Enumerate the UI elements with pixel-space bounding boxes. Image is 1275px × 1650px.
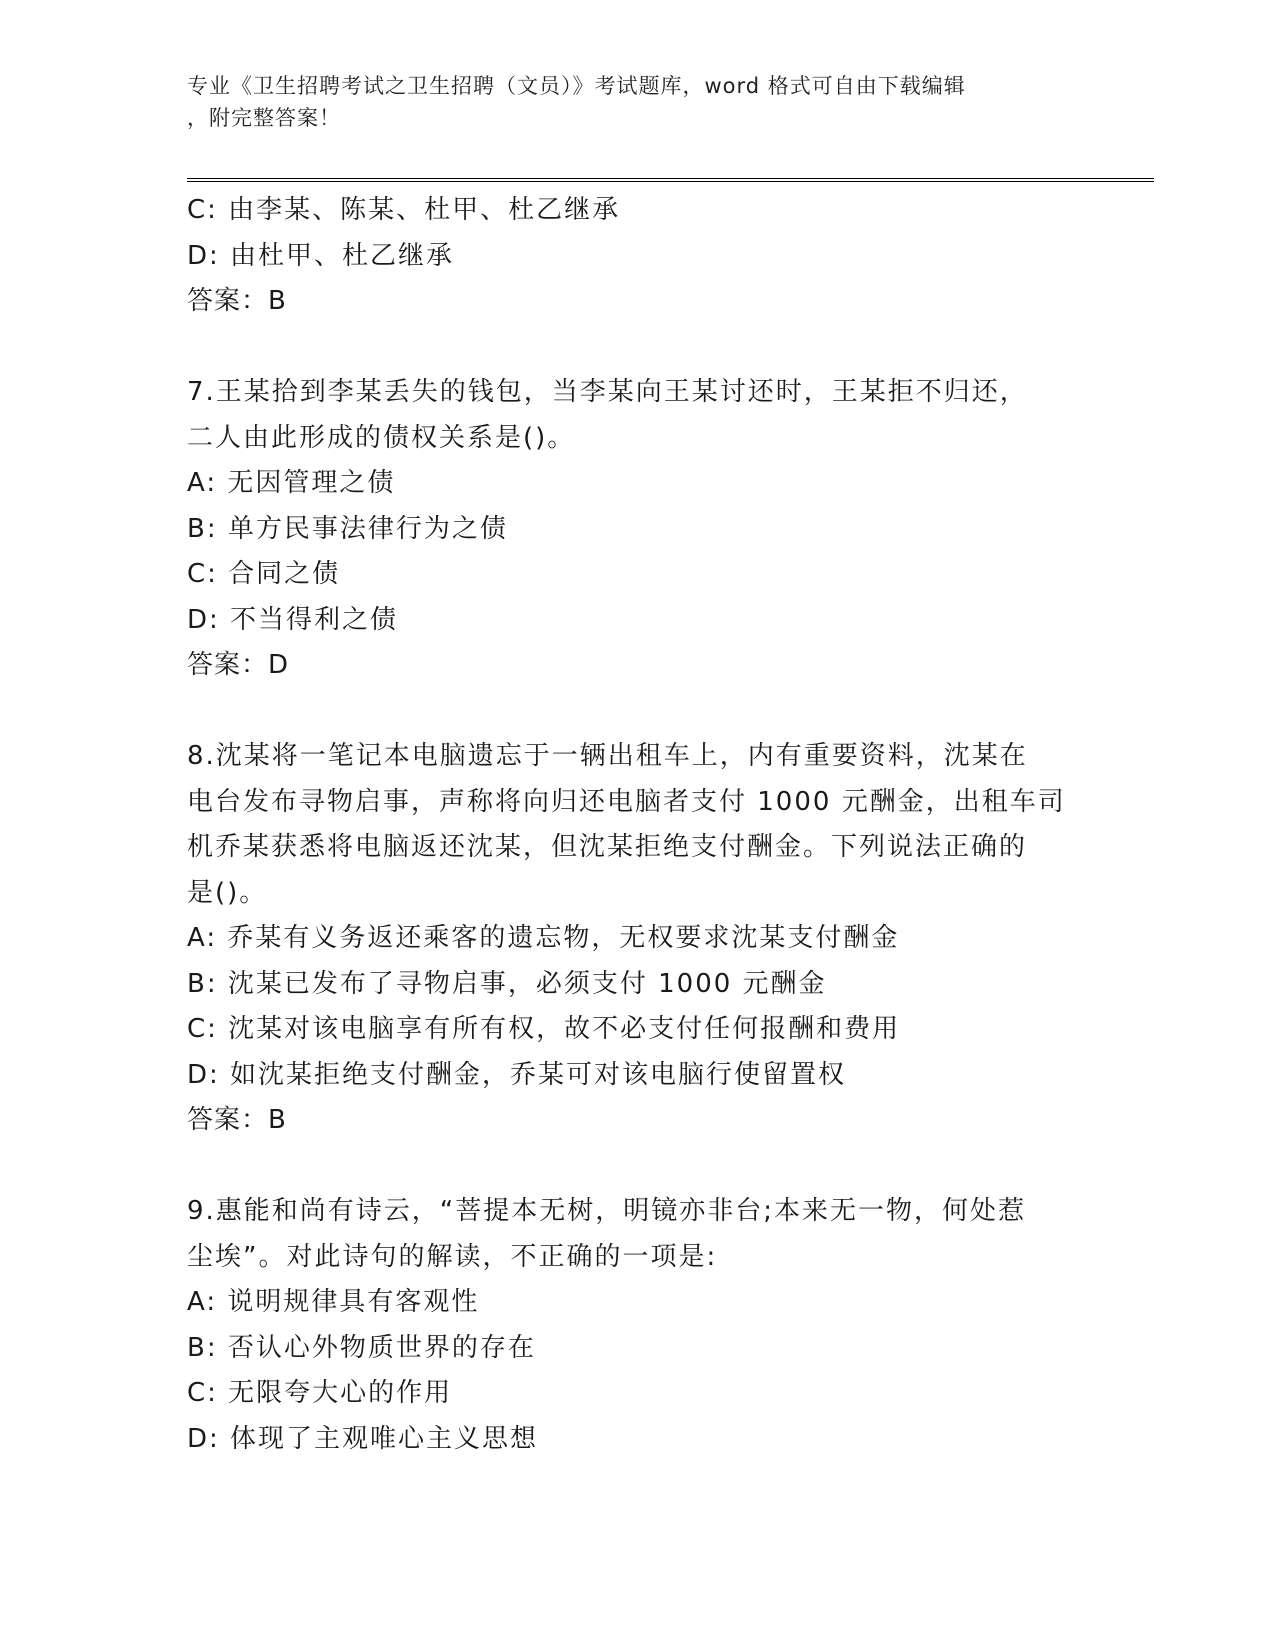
question-stem-line: 9.惠能和尚有诗云，“菩提本无树，明镜亦非台;本来无一物，何处惹 xyxy=(187,1196,1027,1226)
question-stem-line: 7.王某拾到李某丢失的钱包，当李某向王某讨还时，王某拒不归还， xyxy=(187,377,1028,407)
option-c: C: 无限夸大心的作用 xyxy=(187,1378,453,1408)
answer-line: 答案：D xyxy=(187,650,290,680)
question-6-tail xyxy=(187,188,1087,325)
spacer xyxy=(187,325,1087,371)
question-stem-line: 电台发布寻物启事，声称将向归还电脑者支付 1000 元酬金，出租车司 xyxy=(187,786,1066,817)
answer-line: 答案：B xyxy=(187,286,287,316)
question-stem-line: 尘埃”。对此诗句的解读，不正确的一项是: xyxy=(187,1241,718,1272)
question-stem-line: 机乔某获悉将电脑返还沈某，但沈某拒绝支付酬金。下列说法正确的 xyxy=(187,832,1028,862)
option-a: A: 无因管理之债 xyxy=(187,468,396,498)
answer-line: 答案：B xyxy=(187,1105,287,1135)
option-c: C: 沈某对该电脑享有所有权，故不必支付任何报酬和费用 xyxy=(187,1014,901,1044)
option-a: A: 说明规律具有客观性 xyxy=(187,1287,480,1317)
option-c: C: 由李某、陈某、杜甲、杜乙继承 xyxy=(187,195,621,225)
option-d: D: 由杜甲、杜乙继承 xyxy=(187,240,455,271)
spacer xyxy=(187,689,1087,735)
option-b: B: 单方民事法律行为之债 xyxy=(187,513,508,544)
header-title-line-1: 专业《卫生招聘考试之卫生招聘（文员）》考试题库，word 格式可自由下载编辑 xyxy=(187,74,966,98)
question-stem-line: 是()。 xyxy=(187,877,268,908)
header-title-line-2: ，附完整答案！ xyxy=(187,106,341,130)
page-header xyxy=(187,70,1067,134)
question-stem-line: 二人由此形成的债权关系是()。 xyxy=(187,422,576,453)
question-stem-line: 8.沈某将一笔记本电脑遗忘于一辆出租车上，内有重要资料，沈某在 xyxy=(187,741,1028,771)
spacer xyxy=(187,1144,1087,1190)
option-d: D: 如沈某拒绝支付酬金，乔某可对该电脑行使留置权 xyxy=(187,1059,847,1090)
option-d: D: 不当得利之债 xyxy=(187,604,399,635)
option-a: A: 乔某有义务返还乘客的遗忘物，无权要求沈某支付酬金 xyxy=(187,923,900,953)
option-c: C: 合同之债 xyxy=(187,559,341,589)
header-divider xyxy=(187,178,1154,182)
question-7 xyxy=(187,370,1087,689)
question-list xyxy=(187,188,1087,1462)
option-d: D: 体现了主观唯心主义思想 xyxy=(187,1423,539,1454)
question-8 xyxy=(187,734,1087,1144)
option-b: B: 否认心外物质世界的存在 xyxy=(187,1332,536,1363)
option-b: B: 沈某已发布了寻物启事，必须支付 1000 元酬金 xyxy=(187,968,827,999)
question-9 xyxy=(187,1189,1087,1462)
